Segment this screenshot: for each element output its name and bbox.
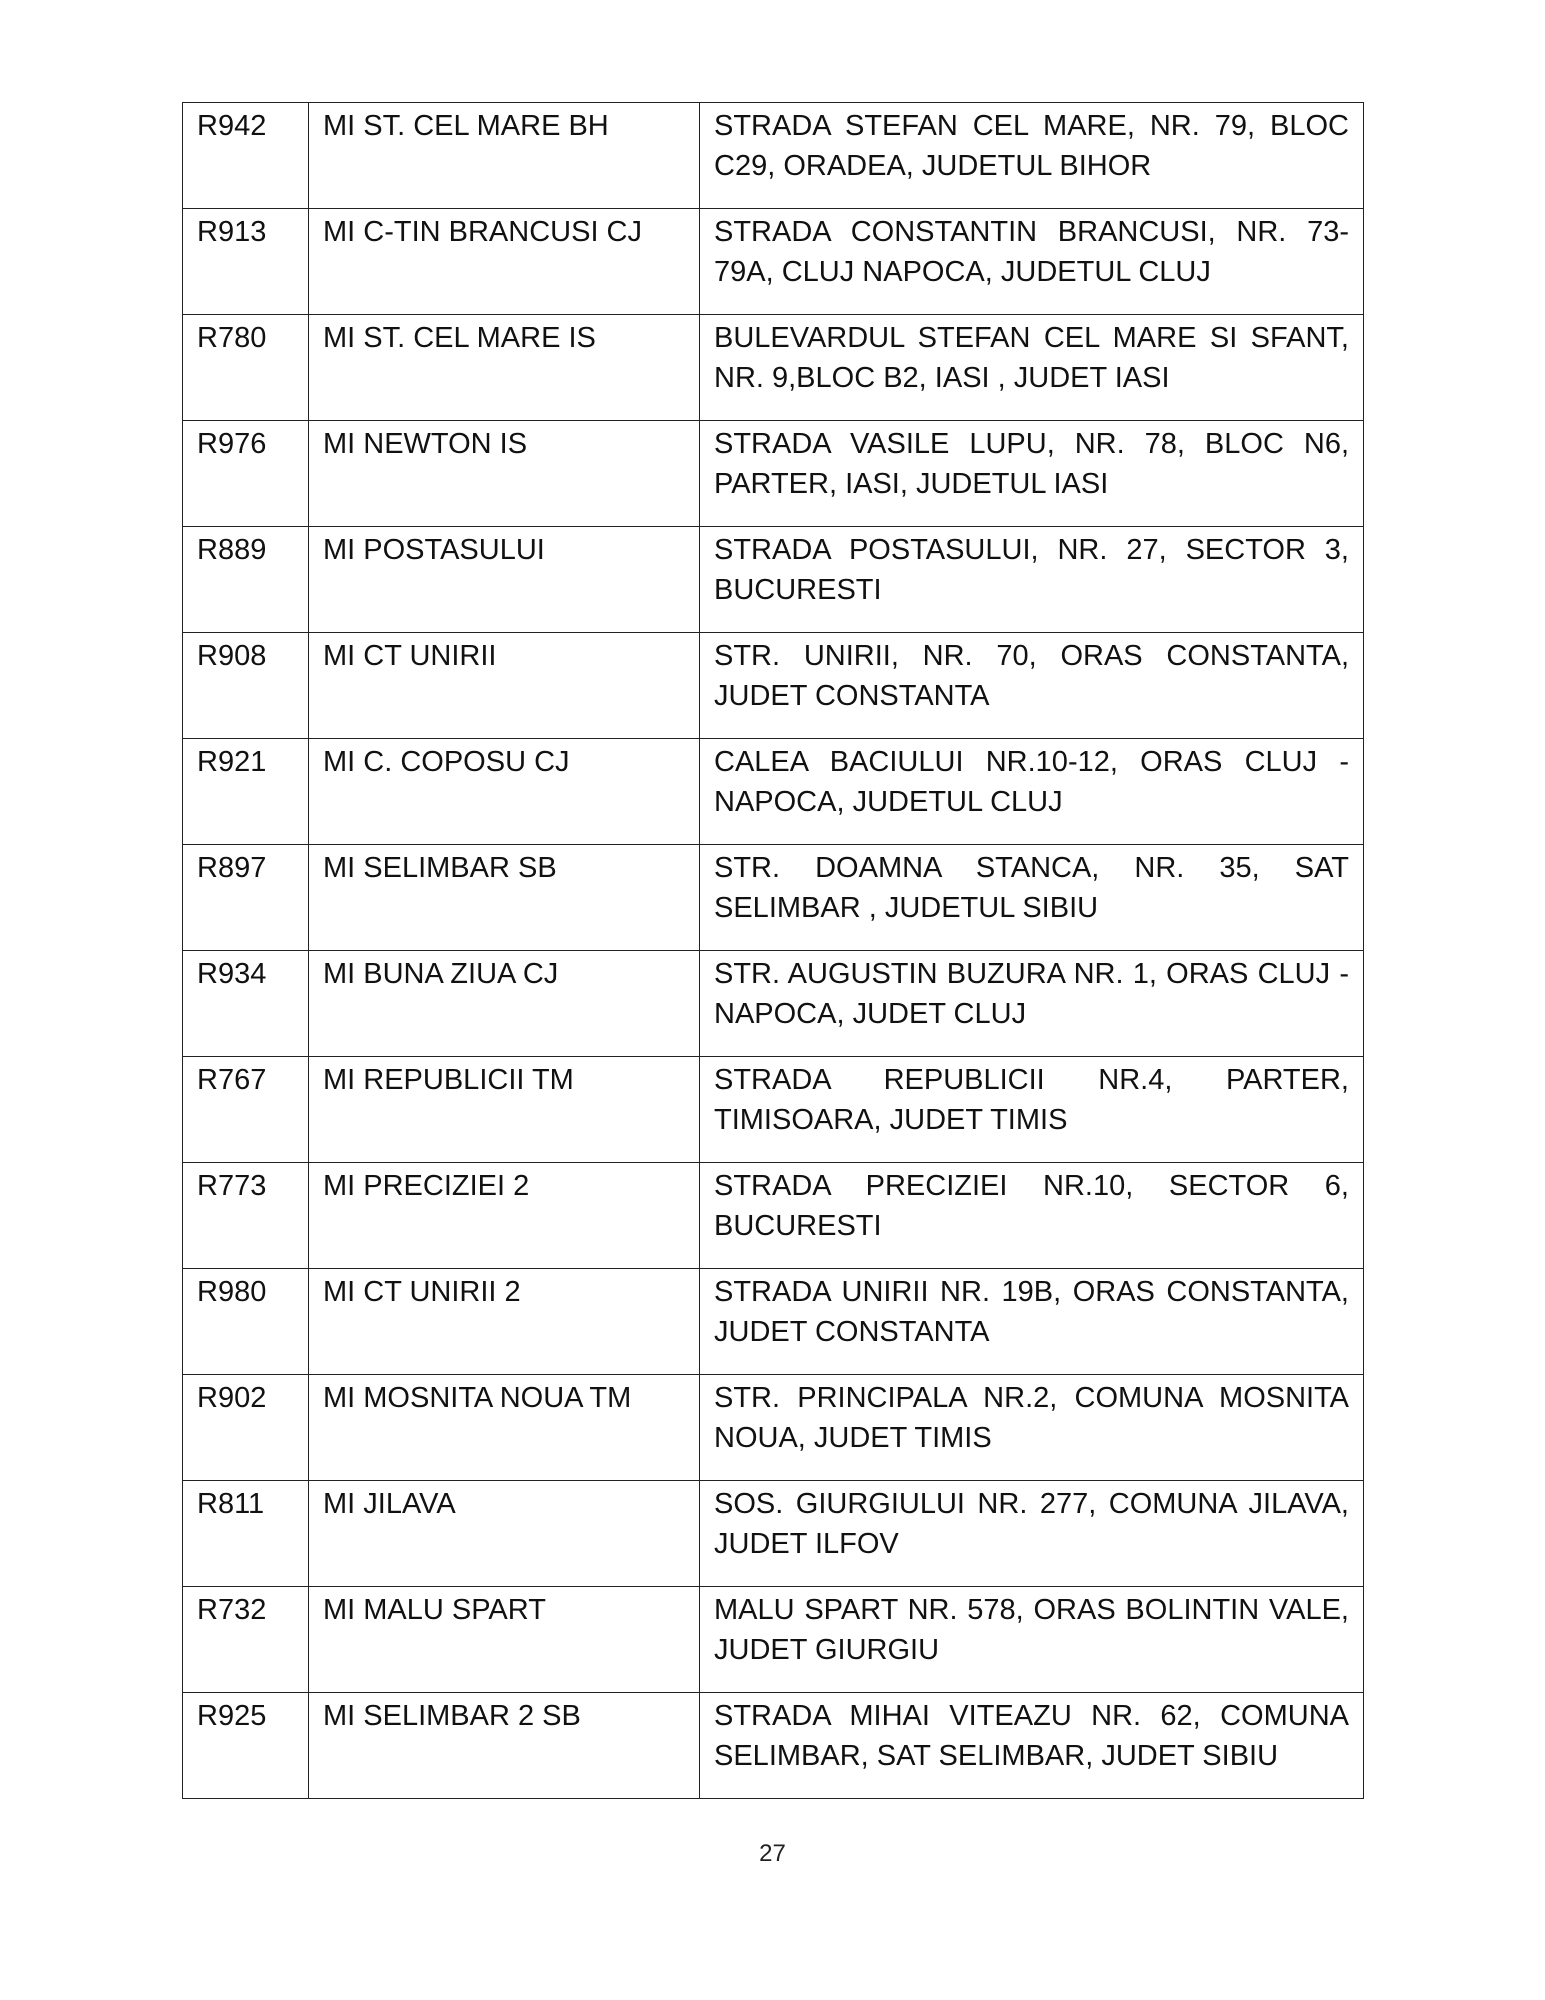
store-address: STRADA PRECIZIEI NR.10, SECTOR 6, BUCURESTI [714, 1170, 1349, 1242]
store-name-cell [309, 1693, 700, 1799]
store-address: STRADA STEFAN CEL MARE, NR. 79, BLOC C29, ORADEA, JUDETUL BIHOR [714, 110, 1349, 182]
store-address-cell [700, 1269, 1364, 1375]
store-name-cell [309, 1057, 700, 1163]
store-code: R732 [197, 1594, 267, 1626]
store-address-cell [700, 1481, 1364, 1587]
store-code: R976 [197, 428, 267, 460]
table-row [183, 1587, 1364, 1693]
store-code-cell [183, 951, 309, 1057]
store-code-cell [183, 1163, 309, 1269]
table-row [183, 527, 1364, 633]
store-code: R980 [197, 1276, 267, 1308]
store-name-cell [309, 103, 700, 209]
store-code: R942 [197, 110, 267, 142]
store-code-cell [183, 209, 309, 315]
stores-table-body [183, 103, 1364, 1799]
store-name-cell [309, 315, 700, 421]
store-code-cell [183, 1057, 309, 1163]
table-row [183, 209, 1364, 315]
table-row [183, 739, 1364, 845]
store-code: R913 [197, 216, 267, 248]
store-address: STRADA POSTASULUI, NR. 27, SECTOR 3, BUCURESTI [714, 534, 1349, 606]
store-name: MI C. COPOSU CJ [323, 746, 570, 778]
store-name: MI BUNA ZIUA CJ [323, 958, 559, 990]
store-address-cell [700, 315, 1364, 421]
store-address: STRADA MIHAI VITEAZU NR. 62, COMUNA SELIMBAR, SAT SELIMBAR, JUDET SIBIU [714, 1700, 1349, 1772]
table-row [183, 845, 1364, 951]
store-name: MI MALU SPART [323, 1594, 546, 1626]
store-name-cell [309, 1269, 700, 1375]
store-code-cell [183, 103, 309, 209]
store-address-cell [700, 951, 1364, 1057]
store-name-cell [309, 1375, 700, 1481]
store-name: MI JILAVA [323, 1488, 456, 1520]
table-row [183, 951, 1364, 1057]
store-address-cell [700, 1587, 1364, 1693]
store-address: MALU SPART NR. 578, ORAS BOLINTIN VALE, JUDET GIURGIU [714, 1594, 1349, 1666]
table-row [183, 1269, 1364, 1375]
store-address: STR. PRINCIPALA NR.2, COMUNA MOSNITA NOUA, JUDET TIMIS [714, 1382, 1349, 1454]
page-number: 27 [759, 1840, 786, 1867]
store-code-cell [183, 421, 309, 527]
store-name: MI C-TIN BRANCUSI CJ [323, 216, 642, 248]
store-address-cell [700, 1693, 1364, 1799]
store-code: R780 [197, 322, 267, 354]
store-name: MI POSTASULUI [323, 534, 545, 566]
store-code: R921 [197, 746, 267, 778]
store-code: R889 [197, 534, 267, 566]
table-row [183, 103, 1364, 209]
store-code: R773 [197, 1170, 267, 1202]
table-row [183, 1163, 1364, 1269]
store-name-cell [309, 1587, 700, 1693]
store-code-cell [183, 739, 309, 845]
store-code: R908 [197, 640, 267, 672]
store-address-cell [700, 527, 1364, 633]
store-address-cell [700, 209, 1364, 315]
stores-table [182, 102, 1364, 1799]
store-code-cell [183, 1481, 309, 1587]
store-code: R934 [197, 958, 267, 990]
store-address-cell [700, 633, 1364, 739]
store-address: STRADA UNIRII NR. 19B, ORAS CONSTANTA, JUDET CONSTANTA [714, 1276, 1349, 1348]
store-code: R925 [197, 1700, 267, 1732]
table-row [183, 1375, 1364, 1481]
store-code-cell [183, 633, 309, 739]
store-code-cell [183, 1693, 309, 1799]
store-name-cell [309, 209, 700, 315]
store-name: MI ST. CEL MARE IS [323, 322, 596, 354]
store-code: R897 [197, 852, 267, 884]
store-address: CALEA BACIULUI NR.10-12, ORAS CLUJ - NAPOCA, JUDETUL CLUJ [714, 746, 1349, 818]
store-address-cell [700, 1163, 1364, 1269]
table-row [183, 633, 1364, 739]
store-address: STRADA REPUBLICII NR.4, PARTER, TIMISOARA, JUDET TIMIS [714, 1064, 1349, 1136]
store-address: STR. AUGUSTIN BUZURA NR. 1, ORAS CLUJ - NAPOCA, JUDET CLUJ [714, 958, 1349, 1030]
store-address: BULEVARDUL STEFAN CEL MARE SI SFANT, NR. 9,BLOC B2, IASI , JUDET IASI [714, 322, 1349, 394]
store-address-cell [700, 421, 1364, 527]
table-row [183, 421, 1364, 527]
store-name: MI NEWTON IS [323, 428, 528, 460]
store-name-cell [309, 1481, 700, 1587]
store-name: MI REPUBLICII TM [323, 1064, 574, 1096]
store-address: STRADA CONSTANTIN BRANCUSI, NR. 73-79A, CLUJ NAPOCA, JUDETUL CLUJ [714, 216, 1349, 288]
store-name: MI CT UNIRII 2 [323, 1276, 521, 1308]
store-address-cell [700, 1057, 1364, 1163]
store-code-cell [183, 1375, 309, 1481]
store-name-cell [309, 951, 700, 1057]
store-name-cell [309, 421, 700, 527]
store-name: MI CT UNIRII [323, 640, 497, 672]
store-name: MI MOSNITA NOUA TM [323, 1382, 632, 1414]
store-address: SOS. GIURGIULUI NR. 277, COMUNA JILAVA, JUDET ILFOV [714, 1488, 1349, 1560]
store-address-cell [700, 1375, 1364, 1481]
store-address-cell [700, 103, 1364, 209]
store-code-cell [183, 1587, 309, 1693]
store-name: MI PRECIZIEI 2 [323, 1170, 530, 1202]
store-name-cell [309, 633, 700, 739]
store-name-cell [309, 739, 700, 845]
store-address: STR. UNIRII, NR. 70, ORAS CONSTANTA, JUDET CONSTANTA [714, 640, 1349, 712]
store-name-cell [309, 527, 700, 633]
store-address: STR. DOAMNA STANCA, NR. 35, SAT SELIMBAR , JUDETUL SIBIU [714, 852, 1349, 924]
store-code-cell [183, 527, 309, 633]
store-code-cell [183, 315, 309, 421]
table-row [183, 1693, 1364, 1799]
store-name-cell [309, 1163, 700, 1269]
table-row [183, 1057, 1364, 1163]
store-code: R811 [197, 1488, 265, 1520]
store-address-cell [700, 845, 1364, 951]
store-code: R902 [197, 1382, 267, 1414]
store-code-cell [183, 1269, 309, 1375]
table-row [183, 315, 1364, 421]
store-name: MI ST. CEL MARE BH [323, 110, 609, 142]
store-name: MI SELIMBAR 2 SB [323, 1700, 581, 1732]
store-code-cell [183, 845, 309, 951]
table-row [183, 1481, 1364, 1587]
store-address-cell [700, 739, 1364, 845]
store-name: MI SELIMBAR SB [323, 852, 557, 884]
store-name-cell [309, 845, 700, 951]
store-code: R767 [197, 1064, 267, 1096]
store-address: STRADA VASILE LUPU, NR. 78, BLOC N6, PARTER, IASI, JUDETUL IASI [714, 428, 1349, 500]
